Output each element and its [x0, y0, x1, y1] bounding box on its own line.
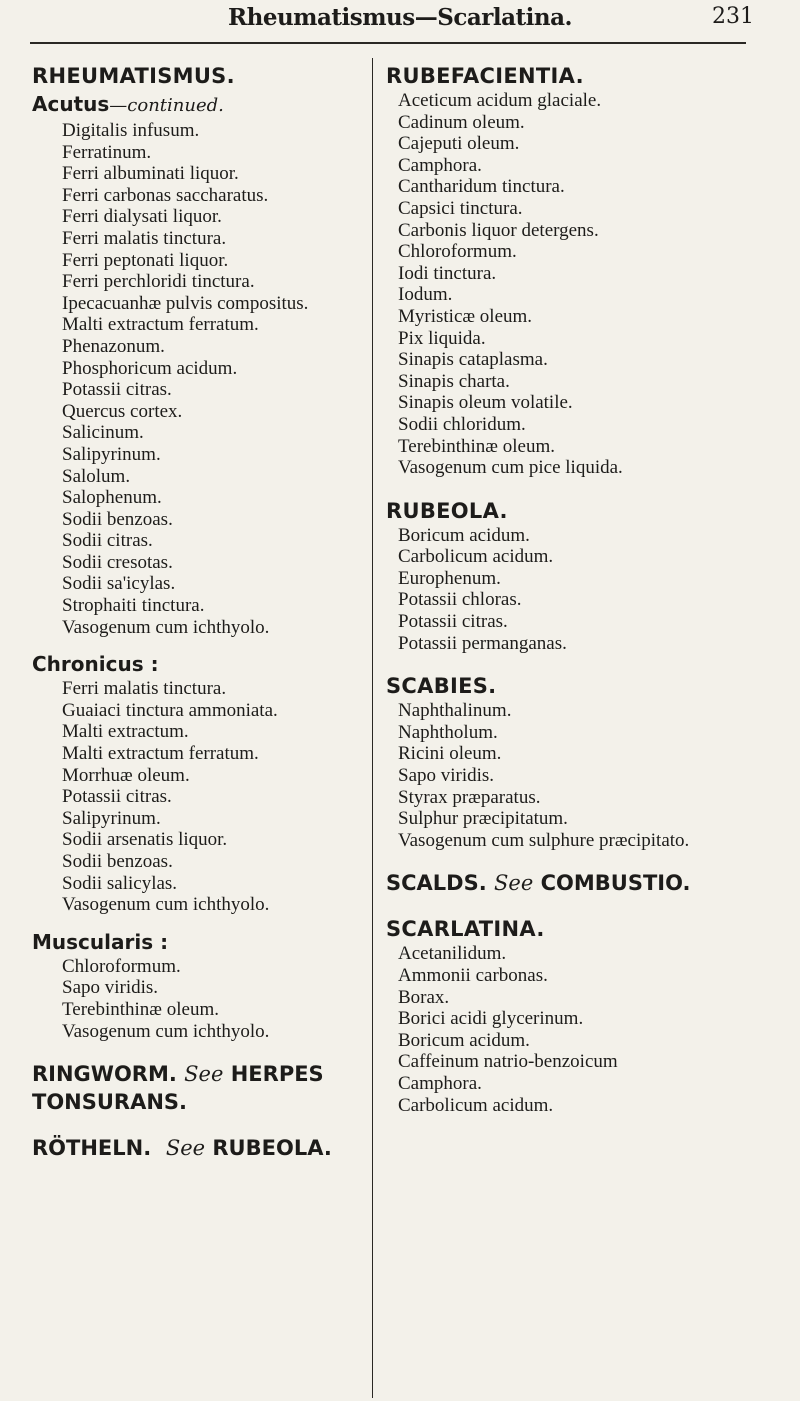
list-item: Sodii citras.: [62, 530, 153, 552]
list-item: Salolum.: [62, 465, 131, 487]
list-item: Sodii sa'icylas.: [62, 573, 176, 595]
left-column: [32, 62, 362, 1162]
list-item: Ammonii carbonas.: [398, 965, 548, 986]
list-item: Potassii citras.: [62, 379, 172, 401]
list-item: Vasogenum cum ichthyolo.: [62, 616, 270, 638]
list-item: Ferri peptonati liquor.: [62, 249, 229, 271]
right-column: [386, 62, 766, 1116]
ringworm-reference[interactable]: HERPES TONSURANS.: [32, 1062, 324, 1115]
list-item: Myristicæ oleum.: [398, 305, 533, 327]
rotheln-reference[interactable]: RUBEOLA.: [212, 1136, 332, 1161]
subheading-acutus: [32, 90, 362, 120]
scarlatina-list: [386, 943, 766, 1116]
heading-scabies: SCABIES.: [386, 674, 497, 699]
list-item: Potassii citras.: [398, 611, 508, 633]
list-item: Ipecacuanhæ pulvis compositus.: [62, 292, 309, 314]
chronicus-list: [32, 678, 362, 916]
list-item: Naphtholum.: [398, 721, 498, 743]
list-item: Ferri dialysati liquor.: [62, 206, 222, 228]
list-item: Phosphoricum acidum.: [62, 357, 238, 379]
list-item: Quercus cortex.: [62, 400, 183, 422]
list-item: Terebinthinæ oleum.: [398, 435, 555, 457]
list-item: Ferri carbonas saccharatus.: [62, 184, 269, 206]
list-item: Sapo viridis.: [398, 765, 495, 787]
list-item: Vasogenum cum ichthyolo.: [62, 894, 270, 916]
list-item: Phenazonum.: [62, 335, 165, 357]
muscularis-list: [32, 956, 362, 1042]
list-item: Potassii permanganas.: [398, 632, 567, 654]
list-item: Naphthalinum.: [398, 700, 512, 722]
header-rule: [30, 42, 746, 44]
list-item: Sodii cresotas.: [62, 551, 173, 573]
list-item: Ferri albuminati liquor.: [62, 163, 239, 185]
list-item: Cantharidum tinctura.: [398, 176, 565, 198]
list-item: Salophenum.: [62, 487, 162, 509]
list-item: Sinapis charta.: [398, 370, 510, 392]
list-item: Aceticum acidum glaciale.: [398, 90, 602, 111]
list-item: Acetanilidum.: [398, 943, 507, 965]
heading-rubeola: RUBEOLA.: [386, 498, 508, 523]
list-item: Salicinum.: [62, 422, 144, 444]
list-item: Boricum acidum.: [398, 1029, 530, 1051]
list-item: Iodum.: [398, 284, 453, 306]
rotheln-heading: RÖTHELN.: [32, 1136, 152, 1161]
list-item: Sulphur præcipitatum.: [398, 808, 568, 830]
list-item: Ferratinum.: [62, 141, 152, 163]
list-item: Chloroformum.: [62, 955, 181, 977]
list-item: Europhenum.: [398, 567, 501, 589]
crossref-rotheln: [32, 1134, 362, 1162]
heading-rheumatismus: RHEUMATISMUS.: [32, 64, 235, 88]
column-divider: [372, 58, 373, 1398]
list-item: Sodii arsenatis liquor.: [62, 829, 228, 851]
ringworm-heading: RINGWORM.: [32, 1062, 177, 1087]
list-item: Morrhuæ oleum.: [62, 764, 190, 786]
list-item: Carbolicum acidum.: [398, 1094, 554, 1116]
scalds-see: See: [494, 871, 534, 896]
heading-rubefacientia: RUBEFACIENTIA.: [386, 64, 584, 88]
list-item: Sodii salicylas.: [62, 872, 178, 894]
scalds-heading: SCALDS.: [386, 871, 487, 896]
list-item: Salipyrinum.: [62, 807, 161, 829]
list-item: Boricum acidum.: [398, 524, 530, 546]
acutus-list: [32, 120, 362, 638]
subheading-acutus-continued: —continued.: [109, 95, 224, 116]
list-item: Vasogenum cum ichthyolo.: [62, 1020, 270, 1042]
list-item: Sodii benzoas.: [62, 851, 173, 872]
list-item: Sinapis oleum volatile.: [398, 392, 573, 414]
list-item: Guaiaci tinctura ammoniata.: [62, 699, 278, 721]
ringworm-see: See: [184, 1062, 224, 1087]
list-item: Strophaiti tinctura.: [62, 595, 205, 617]
list-item: Cajeputi oleum.: [398, 133, 520, 155]
page-header: [0, 0, 800, 40]
list-item: Ferri perchloridi tinctura.: [62, 271, 255, 293]
scabies-list: [386, 700, 766, 851]
list-item: Salipyrinum.: [62, 443, 161, 465]
list-item: Carbonis liquor detergens.: [398, 219, 599, 241]
list-item: Vasogenum cum pice liquida.: [398, 457, 623, 479]
list-item: Sinapis cataplasma.: [398, 349, 548, 371]
scalds-reference[interactable]: COMBUSTIO.: [540, 871, 691, 896]
subheading-chronicus: Chronicus :: [32, 652, 159, 677]
list-item: Digitalis infusum.: [62, 120, 200, 141]
list-item: Potassii citras.: [62, 786, 172, 808]
list-item: Malti extractum ferratum.: [62, 314, 259, 336]
list-item: Cadinum oleum.: [398, 111, 525, 133]
subheading-muscularis: Muscularis :: [32, 929, 169, 954]
list-item: Sapo viridis.: [62, 977, 159, 999]
list-item: Malti extractum ferratum.: [62, 743, 259, 765]
list-item: Caffeinum natrio-benzoicum: [398, 1051, 618, 1073]
subheading-acutus-label: Acutus: [32, 92, 110, 116]
list-item: Terebinthinæ oleum.: [62, 998, 219, 1020]
list-item: Malti extractum.: [62, 721, 189, 743]
list-item: Potassii chloras.: [398, 589, 522, 611]
list-item: Camphora.: [398, 1072, 482, 1094]
list-item: Chloroformum.: [398, 241, 517, 263]
list-item: Sodii chloridum.: [398, 413, 526, 435]
crossref-ringworm: [32, 1060, 362, 1116]
list-item: Ferri malatis tinctura.: [62, 678, 227, 700]
running-title: Rheumatismus—Scarlatina.: [227, 4, 573, 31]
list-item: Ricini oleum.: [398, 743, 502, 765]
rubeola-list: [386, 525, 766, 655]
list-item: Borax.: [398, 986, 450, 1008]
rotheln-see: See: [165, 1136, 206, 1161]
list-item: Carbolicum acidum.: [398, 546, 554, 568]
list-item: Camphora.: [398, 154, 482, 176]
page-number: 231: [712, 4, 754, 29]
list-item: Ferri malatis tinctura.: [62, 227, 227, 249]
list-item: Sodii benzoas.: [62, 508, 173, 530]
rubefacientia-list: [386, 90, 766, 479]
heading-scarlatina: SCARLATINA.: [386, 917, 545, 942]
list-item: Vasogenum cum sulphure præcipitato.: [398, 829, 690, 851]
list-item: Capsici tinctura.: [398, 197, 523, 219]
crossref-scalds: [386, 869, 766, 897]
list-item: Styrax præparatus.: [398, 786, 541, 808]
list-item: Borici acidi glycerinum.: [398, 1008, 584, 1030]
list-item: Pix liquida.: [398, 327, 486, 349]
list-item: Iodi tinctura.: [398, 262, 497, 284]
